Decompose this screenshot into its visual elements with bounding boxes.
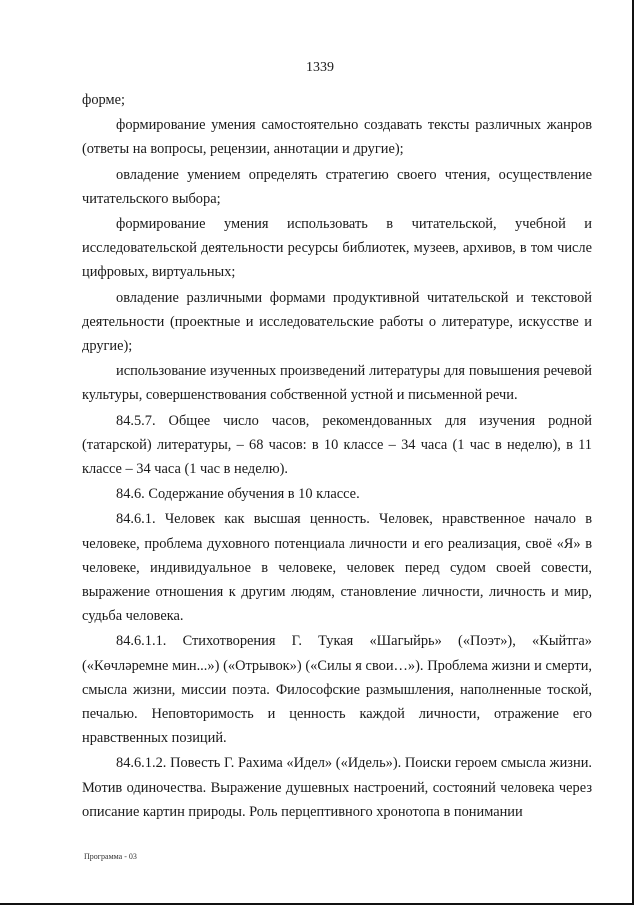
paragraph: 84.6.1.2. Повесть Г. Рахима «Идел» («Идель»). Поиски героем смысла жизни. Мотив одиночества. Выражение душевных настроений, состояний человека через описание картин природы. Роль перцептивного хронотопа в понимании xyxy=(82,755,592,820)
footer-note: Программа - 03 xyxy=(84,852,137,861)
paragraph: 84.6.1.1. Стихотворения Г. Тукая «Шагыйрь» («Поэт»), «Кыйтга» («Көчләремне мин...») («Отрывок») («Силы я свои…»). Проблема жизни и смерти, смысла жизни, миссии поэта. Философские размышления, наполненные тоской, печалью. Неповторимость и ценность каждой личности, отражение его нравственных позиций. xyxy=(82,633,592,747)
paragraph: 84.6.1. Человек как высшая ценность. Человек, нравственное начало в человеке, проблема духовного потенциала личности и его реализация, своё «Я» в человеке, индивидуальное в человеке, человек перед судом своей совести, выражение отношения к другим людям, становление личности, личность и мир, судьба человека. xyxy=(82,511,592,625)
paragraph: форме; xyxy=(82,92,125,108)
paragraph: 84.5.7. Общее число часов, рекомендованных для изучения родной (татарской) литературы, – 68 часов: в 10 классе – 34 часа (1 час в неделю), в 11 классе – 34 часа (1 час в неделю). xyxy=(82,412,592,478)
page-number: 1339 xyxy=(306,60,334,75)
document-body xyxy=(82,88,592,825)
paragraph: овладение различными формами продуктивной читательской и текстовой деятельности (проектные и исследовательские работы о литературе, искусстве и другие); xyxy=(82,289,592,355)
section-heading: 84.6. Содержание обучения в 10 классе. xyxy=(116,486,360,503)
paragraph: использование изученных произведений литературы для повышения речевой культуры, совершенствования собственной устной и письменной речи. xyxy=(82,363,592,404)
paragraph: овладение умением определять стратегию своего чтения, осуществление читательского выбора; xyxy=(82,166,592,207)
paragraph: формирование умения использовать в читательской, учебной и исследовательской деятельности ресурсы библиотек, музеев, архивов, в том числе цифровых, виртуальных; xyxy=(82,216,592,281)
paragraph: формирование умения самостоятельно создавать тексты различных жанров (ответы на вопросы, рецензии, аннотации и другие); xyxy=(82,117,592,158)
